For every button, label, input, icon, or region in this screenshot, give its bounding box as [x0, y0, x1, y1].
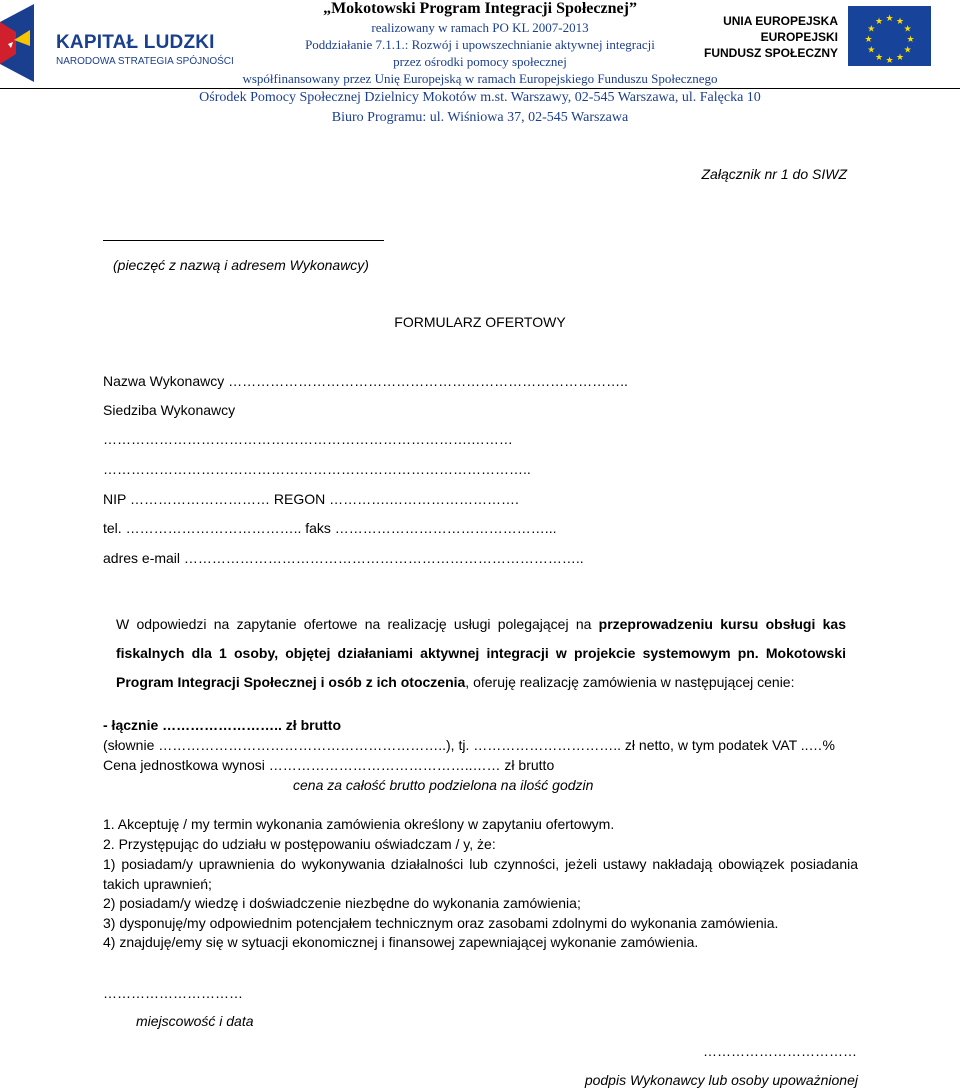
paragraph-intro: W odpowiedzi na zapytanie ofertowe na realizację usługi polegającej na	[116, 616, 599, 632]
field-line2: ………………………………………………………………………………..	[103, 461, 531, 477]
svg-text:★: ★	[867, 45, 876, 56]
svg-text:★: ★	[885, 56, 894, 66]
declaration-1: 1. Akceptuję / my termin wykonania zamówienia określony w zapytaniu ofertowym.	[103, 816, 615, 832]
eu-line3: FUNDUSZ SPOŁECZNY	[703, 46, 838, 60]
svg-text:★: ★	[874, 16, 884, 27]
price-words: (słownie ……………………………………………………..), tj. ………………………….. zł netto, w tym podatek VAT ..…%	[103, 737, 835, 753]
place-date-dots: …………………………	[103, 985, 243, 1001]
price-note: cena za całość brutto podzielona na ilość godzin	[293, 777, 594, 793]
eu-line2: EUROPEJSKI	[760, 30, 838, 44]
program-przez: przez ośrodki pomocy społecznej	[393, 54, 567, 69]
biuro-address: Biuro Programu: ul. Wiśniowa 37, 02-545 Warszawa	[331, 110, 629, 125]
svg-text:★: ★	[885, 14, 894, 24]
declaration-2: 2. Przystępując do udziału w postępowaniu oświadczam / y, że:	[103, 836, 496, 852]
place-date-label: miejscowość i data	[136, 1013, 254, 1029]
kapital-ludzki-title: KAPITAŁ LUDZKI	[56, 32, 215, 53]
field-line1: …………………………………………………………………….………	[103, 431, 513, 447]
price-total: - łącznie …………………….. zł brutto	[103, 717, 342, 733]
attachment-label: Załącznik nr 1 do SIWZ	[701, 166, 847, 182]
offer-paragraph	[116, 610, 846, 697]
paragraph-subject: przeprowadzeniu kursu obsługi kas fiskalnych dla 1 osoby, objętej działaniami aktywnej integracji w projekcie systemowym pn. Mokotowski Program Integracji Społecznej i osób z ich otoczenia	[116, 616, 846, 690]
kapital-ludzki-subtitle: NARODOWA STRATEGIA SPÓJNOŚCI	[56, 56, 234, 67]
svg-text:★: ★	[864, 35, 873, 45]
declaration-2-4: 4) znajduję/emy się w sytuacji ekonomicznej i finansowej zapewniającej wykonanie zamówienia.	[103, 934, 699, 950]
field-nazwa: Nazwa Wykonawcy …………………………………………………………………………..	[103, 373, 628, 389]
program-title: „Mokotowski Program Integracji Społecznej”	[323, 0, 637, 17]
svg-text:★: ★	[903, 45, 912, 56]
form-title: FORMULARZ OFERTOWY	[394, 314, 566, 330]
svg-text:★: ★	[867, 24, 876, 35]
field-tel-faks: tel. ……………………………….. faks ………………………………………...	[103, 520, 557, 536]
price-unit: Cena jednostkowa wynosi ……………………………………..…… zł brutto	[103, 757, 555, 773]
field-email: adres e-mail …………………………………………………………………………..	[103, 550, 584, 566]
eu-flag-icon	[848, 6, 931, 66]
field-siedziba: Siedziba Wykonawcy	[103, 402, 236, 418]
eu-line1: UNIA EUROPEJSKA	[723, 14, 838, 28]
declaration-2-3: 3) dysponuję/my odpowiednim potencjałem technicznym oraz zasobami zdolnymi do wykonania zamówienia.	[103, 915, 779, 931]
header-divider	[0, 88, 960, 89]
svg-text:★: ★	[903, 24, 912, 35]
svg-text:★: ★	[895, 16, 905, 27]
field-nip-regon: NIP ………………………… REGON ………….……………………….	[103, 491, 519, 507]
svg-text:★: ★	[874, 53, 884, 64]
osrodek-address: Ośrodek Pomocy Społecznej Dzielnicy Mokotów m.st. Warszawy, 02-545 Warszawa, ul. Falęcka 10	[199, 90, 761, 105]
program-poddzialanie: Poddziałanie 7.1.1.: Rozwój i upowszechnianie aktywnej integracji	[305, 37, 655, 52]
declaration-2-1: 1) posiadam/y uprawnienia do wykonywania działalności lub czynności, jeżeli ustawy nakładają obowiązek posiadania takich uprawnień;	[103, 856, 858, 892]
stamp-caption: (pieczęć z nazwą i adresem Wykonawcy)	[113, 257, 369, 273]
signature-label: podpis Wykonawcy lub osoby upoważnionej	[584, 1072, 858, 1088]
eu-logo	[703, 6, 937, 68]
paragraph-closing: , oferuję realizację zamówienia w następującej cenie:	[465, 674, 795, 690]
declaration-2-2: 2) posiadam/y wiedzę i doświadczenie niezbędne do wykonania zamówienia;	[103, 895, 581, 911]
program-wspolfinansowany: współfinansowany przez Unię Europejską w ramach Europejskiego Funduszu Społecznego	[242, 71, 718, 86]
svg-text:★: ★	[895, 53, 905, 64]
signature-dots: ……………………………	[703, 1043, 857, 1059]
program-realizowany: realizowany w ramach PO KL 2007-2013	[371, 20, 589, 35]
svg-text:★: ★	[906, 35, 915, 45]
stamp-line	[103, 240, 384, 241]
